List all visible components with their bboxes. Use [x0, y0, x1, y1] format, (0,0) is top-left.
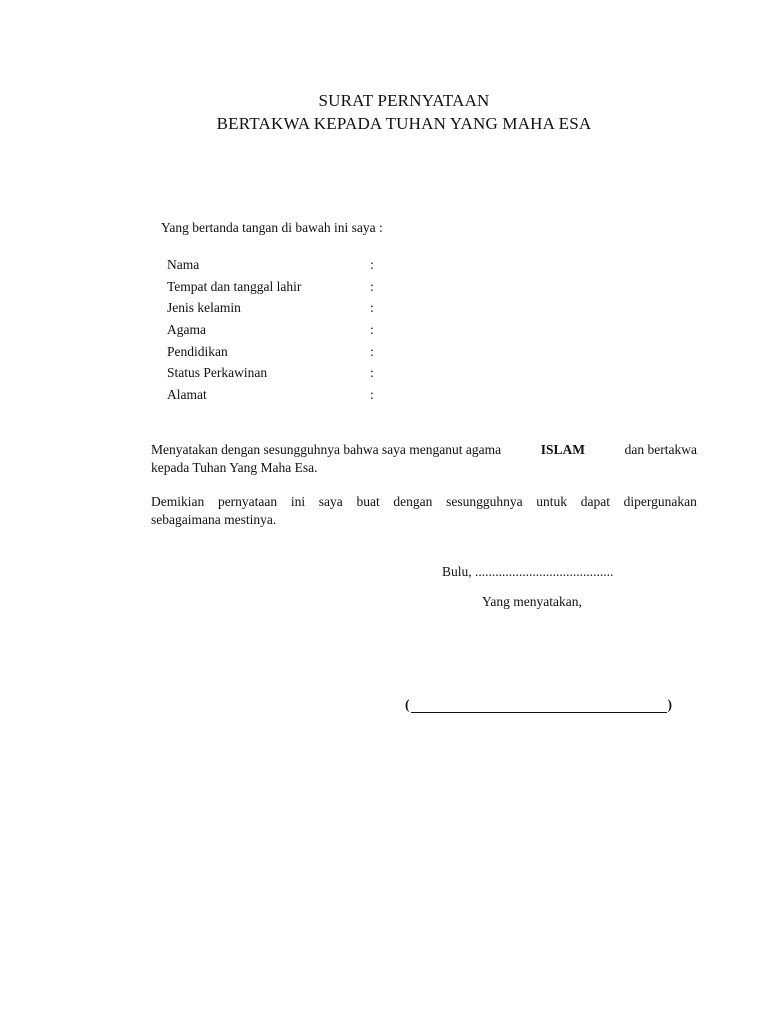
signature-open-paren: (: [405, 697, 410, 712]
closing-text-1-word: dengan: [393, 494, 433, 509]
field-colon: :: [370, 343, 374, 359]
statement-text-before: Menyatakan dengan sesungguhnya bahwa saya menganut agama: [151, 442, 502, 457]
closing-text-1-word: Demikian: [151, 494, 205, 509]
field-label: Jenis kelamin: [167, 300, 241, 316]
document-title: SURAT PERNYATAAN: [318, 91, 490, 110]
field-colon: :: [370, 322, 374, 338]
field-label: Agama: [167, 322, 206, 338]
signer-label: Yang menyatakan,: [482, 594, 582, 609]
document-subtitle: BERTAKWA KEPADA TUHAN YANG MAHA ESA: [216, 114, 592, 133]
closing-text-1-word: saya: [318, 494, 343, 509]
statement-text-after: dan bertakwa: [624, 442, 697, 457]
field-label: Alamat: [167, 387, 207, 403]
closing-paragraph: [151, 493, 697, 529]
field-label: Tempat dan tanggal lahir: [167, 278, 302, 294]
signature-block: [405, 697, 672, 713]
field-colon: :: [370, 257, 374, 272]
intro-text: Yang bertanda tangan di bawah ini saya :: [161, 220, 383, 235]
field-label: Nama: [167, 257, 200, 272]
field-label: Status Perkawinan: [167, 365, 268, 381]
signature-line: [411, 700, 667, 713]
field-colon: :: [370, 387, 374, 403]
closing-text-1-word: sesungguhnya: [446, 494, 523, 509]
statement-paragraph: [151, 441, 697, 477]
closing-text-1-word: dapat: [580, 494, 610, 509]
field-colon: :: [370, 300, 374, 316]
closing-text-1-word: ini: [290, 494, 306, 509]
signature-close-paren: ): [667, 697, 672, 712]
closing-text-1-word: untuk: [536, 494, 568, 509]
closing-text-1-word: buat: [356, 494, 380, 509]
statement-line-2: kepada Tuhan Yang Maha Esa.: [151, 460, 318, 475]
field-colon: :: [370, 278, 374, 294]
place-date: Bulu, .........................................: [442, 564, 614, 579]
closing-text-1-word: pernyataan: [217, 494, 278, 509]
closing-line-2: sebagaimana mestinya.: [151, 512, 277, 527]
closing-text-1-word: dipergunakan: [623, 494, 697, 509]
closing-line-1: [151, 493, 697, 511]
religion-text: ISLAM: [540, 442, 586, 457]
statement-line-1: [151, 441, 697, 459]
field-colon: :: [370, 365, 374, 381]
field-label: Pendidikan: [167, 343, 228, 359]
